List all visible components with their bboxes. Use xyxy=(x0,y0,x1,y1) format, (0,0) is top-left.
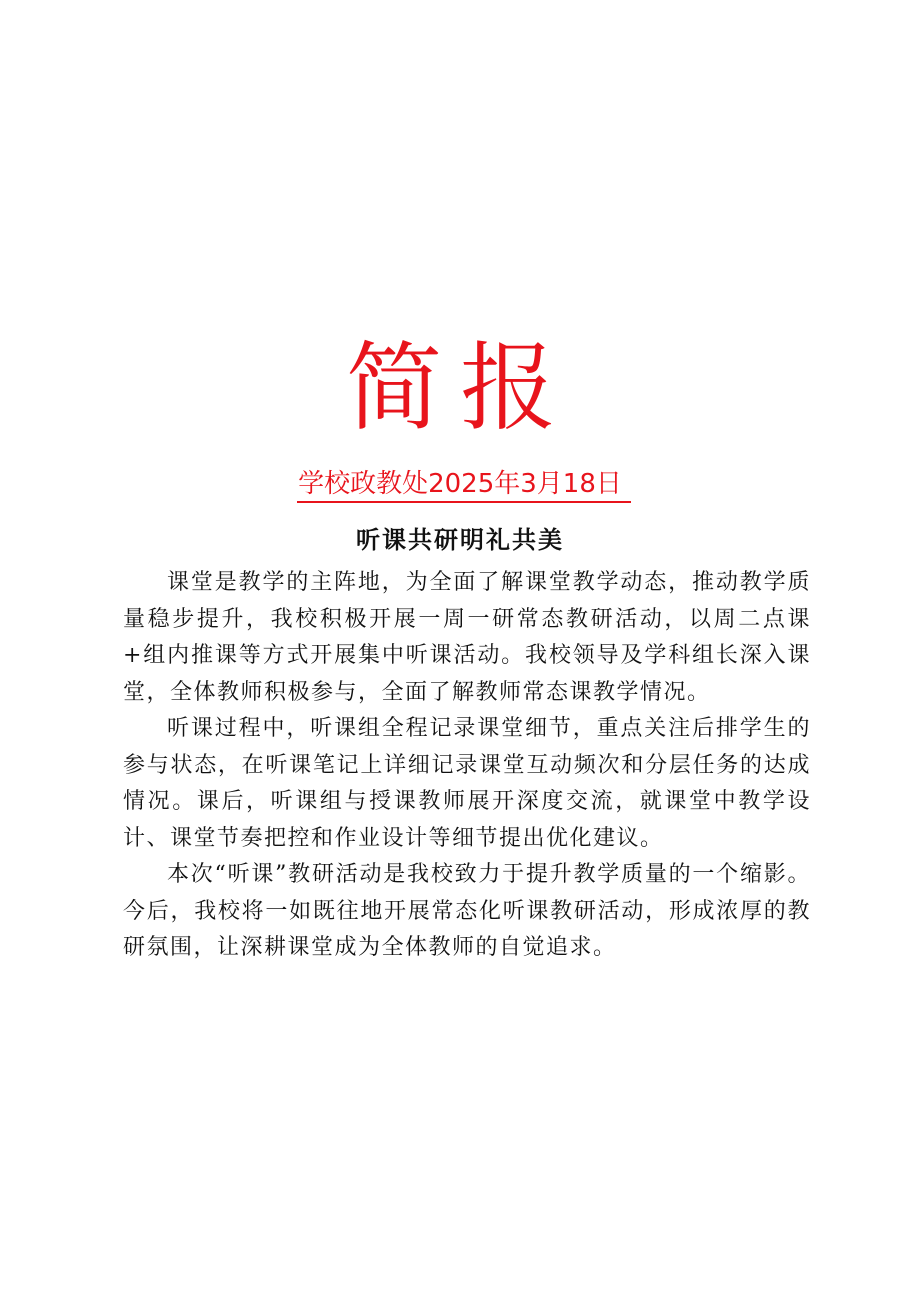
article-title: 听课共研明礼共美 xyxy=(356,525,564,554)
issuer-underline xyxy=(297,501,631,503)
issuer-date-line: 学校政教处2025年3月18日 xyxy=(298,469,622,499)
article-body xyxy=(123,565,811,967)
paragraph: 本次“听课”教研活动是我校致力于提升教学质量的一个缩影。今后，我校将一如既往地开展常态化听课教研活动，形成浓厚的教研氛围，让深耕课堂成为全体教师的自觉追求。 xyxy=(123,862,811,960)
paragraph: 课堂是教学的主阵地，为全面了解课堂教学动态，推动教学质量稳步提升，我校积极开展一周一研常态教研活动，以周二点课+组内推课等方式开展集中听课活动。我校领导及学科组长深入课堂，全体教师积极参与，全面了解教师常态课教学情况。 xyxy=(123,570,811,705)
masthead-title: 简报 xyxy=(346,332,574,444)
paragraph: 听课过程中，听课组全程记录课堂细节，重点关注后排学生的参与状态，在听课笔记上详细记录课堂互动频次和分层任务的达成情况。课后，听课组与授课教师展开深度交流，就课堂中教学设计、课堂节奏把控和作业设计等细节提出优化建议。 xyxy=(123,716,811,851)
